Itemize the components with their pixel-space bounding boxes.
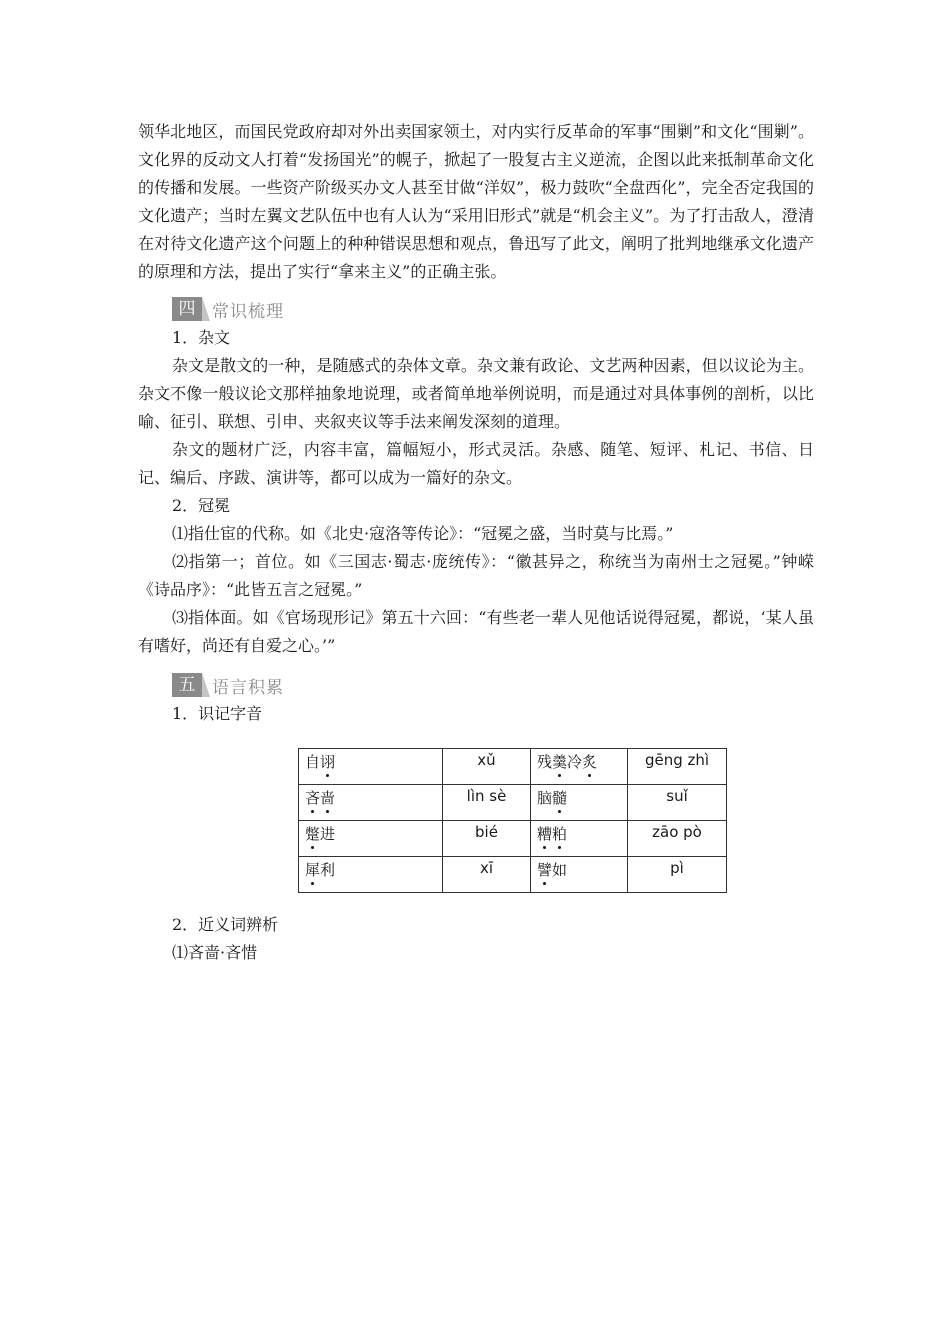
word-cell: 蹩进: [299, 821, 443, 857]
paragraph: 杂文是散文的一种，是随感式的杂体文章。杂文兼有政论、文艺两种因素，但以议论为主。杂文不像一般议论文那样抽象地说理，或者简单地举例说明，而是通过对具体事例的剖析，以比喻、征引、联想、引申、夹叙夹议等手法来阐发深刻的道理。: [138, 356, 814, 431]
table-row: [299, 785, 727, 821]
pinyin-cell: pì: [628, 857, 727, 893]
word-cell: [299, 785, 443, 821]
emphasis-dot-char: 譬: [537, 861, 553, 879]
subheading-zawen: 1．杂文: [172, 328, 231, 347]
section-heading-5: [172, 670, 814, 700]
pinyin-cell: lìn sè: [443, 785, 531, 821]
section-heading-4: [172, 294, 814, 324]
word-cell: 譬如: [531, 857, 628, 893]
word-cell: 脑髓: [531, 785, 628, 821]
section-title: 语言积累: [212, 677, 284, 698]
emphasis-dot-char: 啬: [320, 789, 336, 807]
synonym-pair: ⑴吝啬·吝惜: [172, 943, 258, 962]
paragraph: 杂文的题材广泛，内容丰富，篇幅短小，形式灵活。杂感、随笔、短评、札记、书信、日记、编后、序跋、演讲等，都可以成为一篇好的杂文。: [138, 440, 814, 487]
definition-item: ⑴指仕宦的代称。如《北史·寇洛等传论》：“冠冕之盛，当时莫与比焉。”: [172, 524, 674, 543]
pinyin-cell: xǔ: [443, 749, 531, 785]
intro-paragraph: 领华北地区，而国民党政府却对外出卖国家领土，对内实行反革命的军事“围剿”和文化“围剿”。文化界的反动文人打着“发扬国光”的幌子，掀起了一股复古主义逆流，企图以此来抵制革命文化的传播和发展。一些资产阶级买办文人甚至甘做“洋奴”，极力鼓吹“全盘西化”，完全否定我国的文化遗产；当时左翼文艺队伍中也有人认为“采用旧形式”就是“机会主义”。为了打击敌人，澄清在对待文化遗产这个问题上的种种错误思想和观点，鲁迅写了此文，阐明了批判地继承文化遗产的原理和方法，提出了实行“拿来主义”的正确主张。: [138, 122, 814, 281]
emphasis-dot-char: 犀: [305, 861, 321, 879]
pronunciation-table: [298, 748, 727, 893]
word-cell: 残羹冷炙: [531, 749, 628, 785]
table-row: [299, 821, 727, 857]
emphasis-dot-char: 吝: [305, 789, 321, 807]
table-row: [299, 857, 727, 893]
emphasis-dot-char: 羹: [552, 753, 568, 771]
section-number-badge: 四: [172, 297, 202, 321]
emphasis-dot-char: 髓: [552, 789, 568, 807]
emphasis-dot-char: 粕: [552, 825, 568, 843]
pinyin-cell: zāo pò: [628, 821, 727, 857]
pinyin-cell: gēng zhì: [628, 749, 727, 785]
subheading-guanmian: 2．冠冕: [172, 496, 231, 515]
word-cell: [531, 821, 628, 857]
word-cell: 犀利: [299, 857, 443, 893]
pinyin-cell: xī: [443, 857, 531, 893]
word-cell: 自诩: [299, 749, 443, 785]
pinyin-cell: suǐ: [628, 785, 727, 821]
emphasis-dot-char: 糟: [537, 825, 553, 843]
section-title: 常识梳理: [212, 301, 284, 322]
emphasis-dot-char: 蹩: [305, 825, 321, 843]
emphasis-dot-char: 炙: [582, 753, 598, 771]
definition-item: ⑶指体面。如《官场现形记》第五十六回：“有些老一辈人见他话说得冠冕，都说，‘某人虽有嗜好，尚还有自爱之心。’”: [138, 608, 814, 655]
section-number-badge: 五: [172, 673, 202, 697]
subheading-pronunciation: 1．识记字音: [172, 704, 263, 723]
subheading-synonyms: 2．近义词辨析: [172, 915, 279, 934]
pinyin-cell: bié: [443, 821, 531, 857]
document-body: [138, 118, 814, 967]
definition-item: ⑵指第一；首位。如《三国志·蜀志·庞统传》：“徽甚异之，称统当为南州士之冠冕。”钟嵘《诗品序》：“此皆五言之冠冕。”: [138, 552, 814, 599]
table-row: [299, 749, 727, 785]
emphasis-dot-char: 诩: [320, 753, 336, 771]
